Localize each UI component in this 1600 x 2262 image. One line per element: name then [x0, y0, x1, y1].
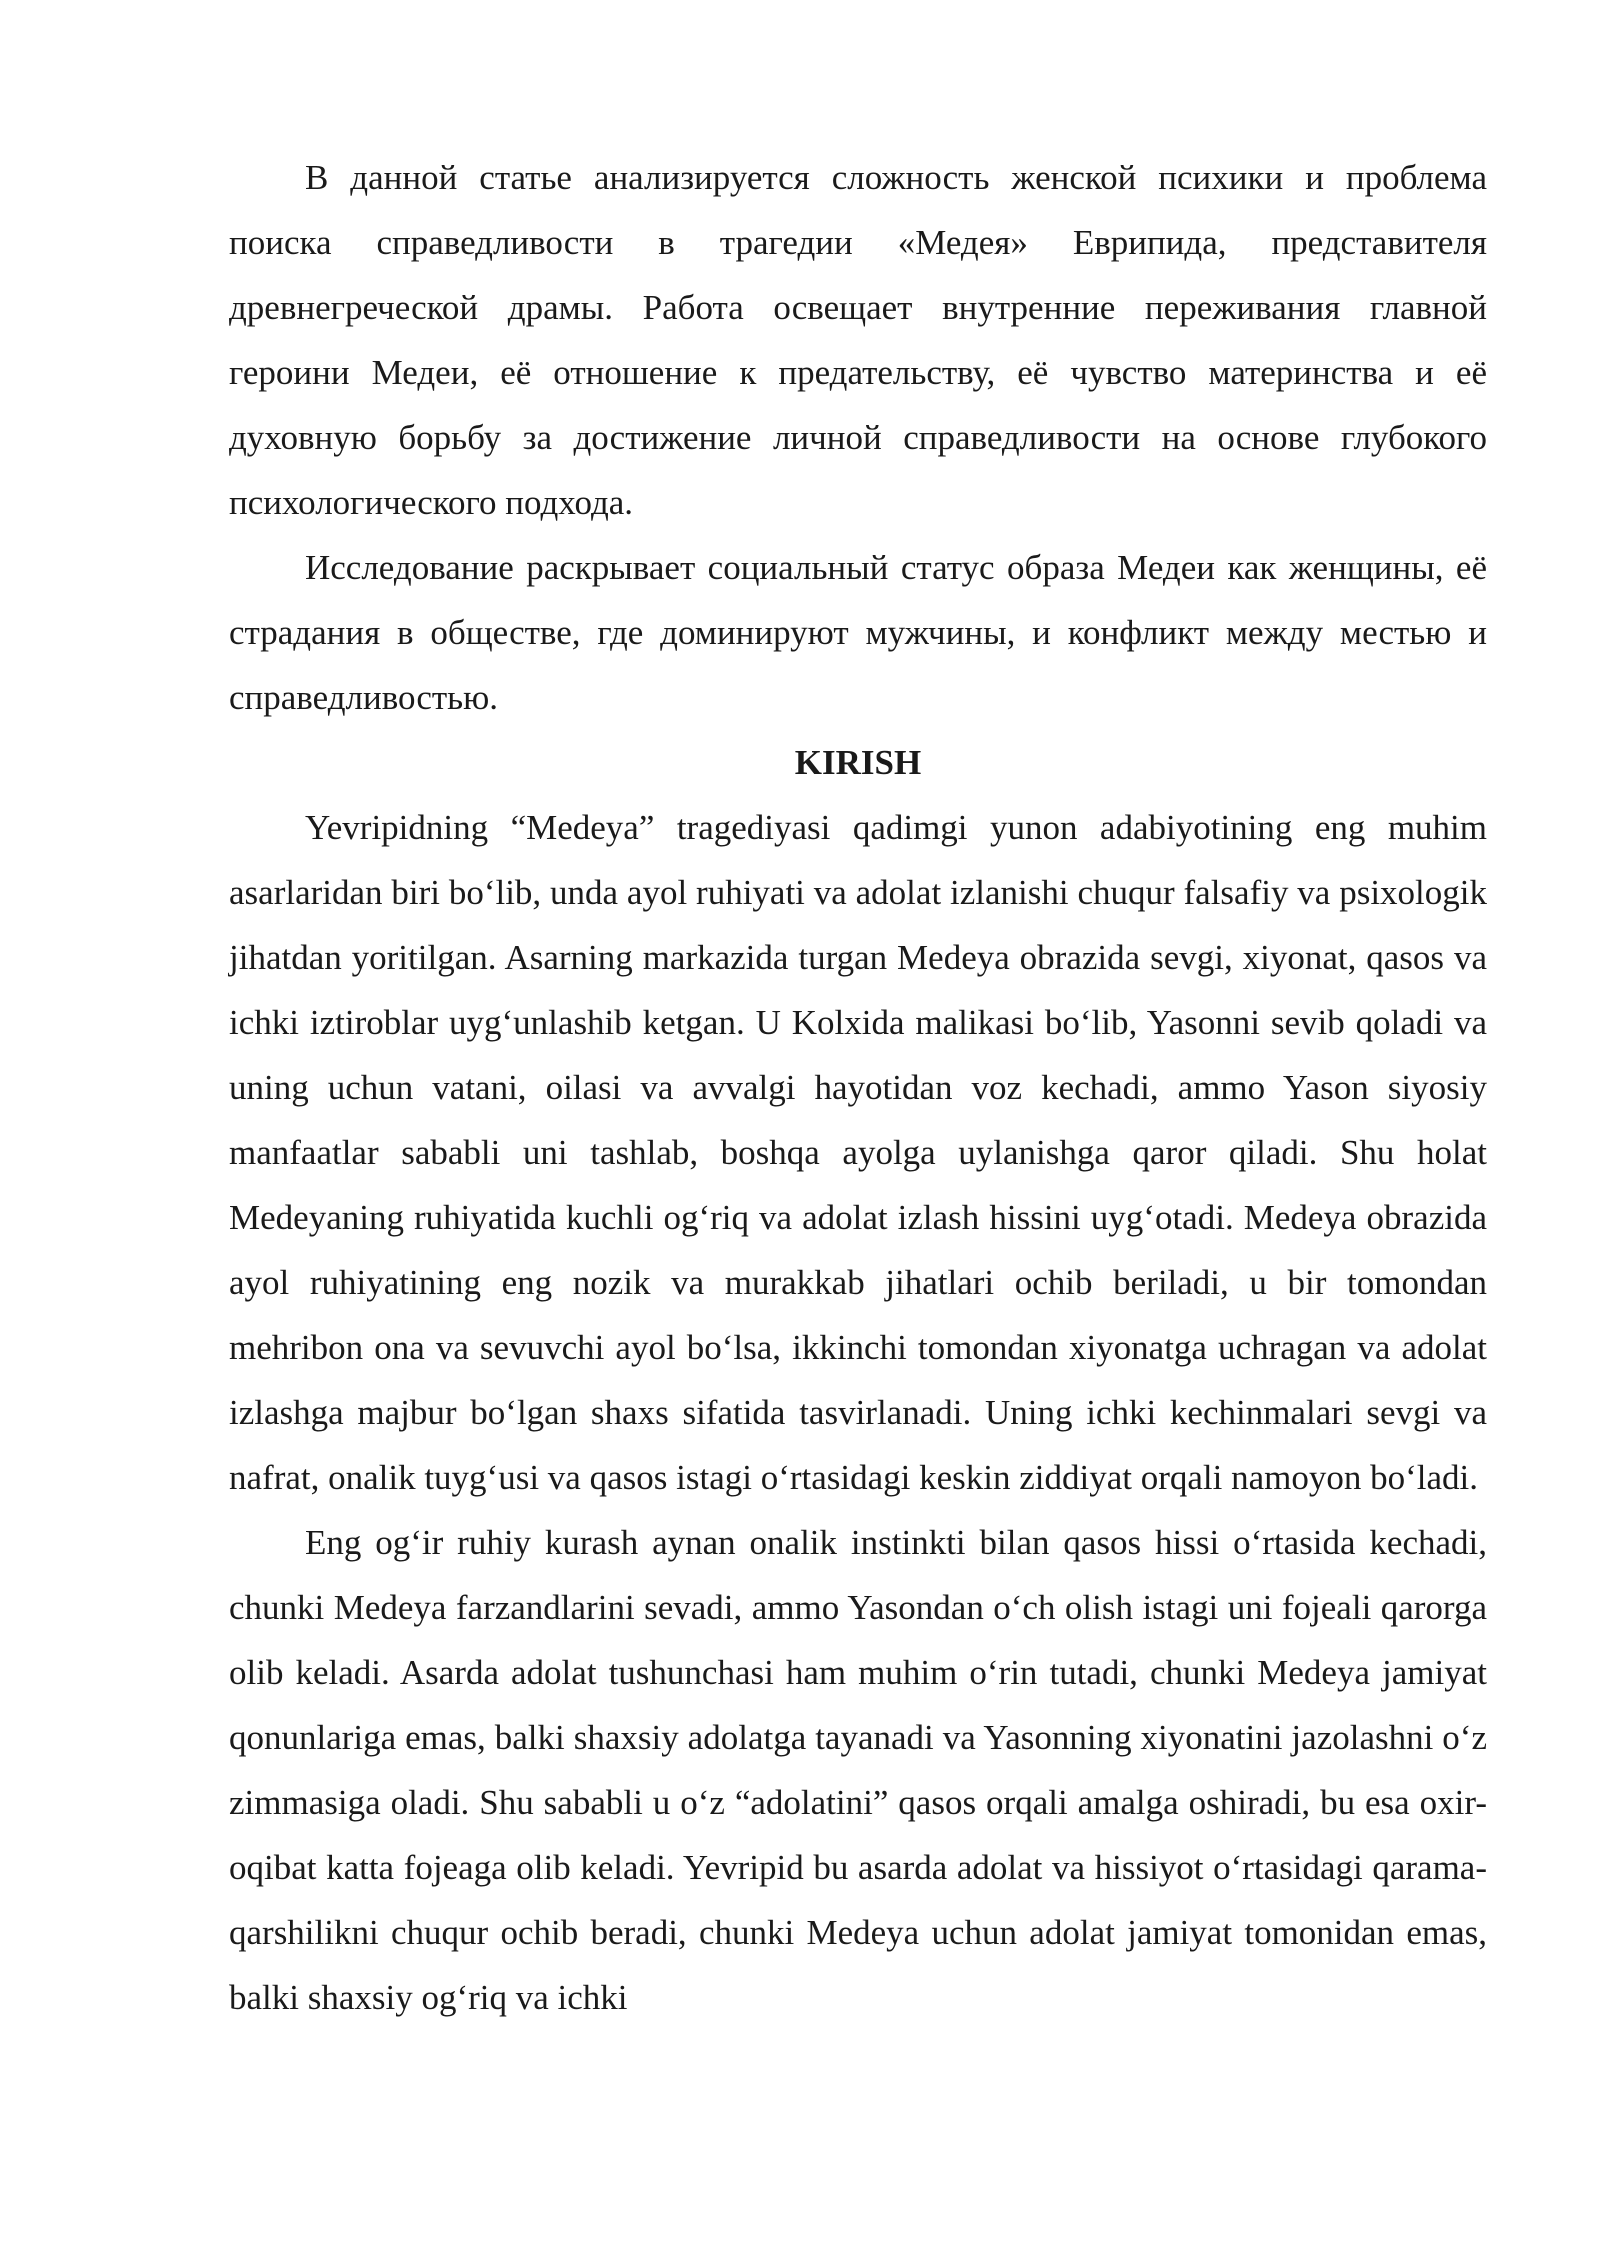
abstract-paragraph-2: Исследование раскрывает социальный статус образа Медеи как женщины, её страдания в обществе, где доминируют мужчины, и конфликт между местью и справедливостью.: [229, 548, 1487, 717]
body-paragraph-1: Yevripidning “Medeya” tragediyasi qadimgi yunon adabiyotining eng muhim asarlaridan biri bo‘lib, unda ayol ruhiyati va adolat izlanishi chuqur falsafiy va psixologik jihatdan yoritilgan. Asarning markazida turgan Medeya obrazida sevgi, xiyonat, qasos va ichki iztiroblar uyg‘unlashib ketgan. U Kolxida malikasi bo‘lib, Yasonni sevib qoladi va uning uchun vatani, oilasi va avvalgi hayotidan voz kechadi, ammo Yason siyosiy manfaatlar sababli uni tashlab, boshqa ayolga uylanishga qaror qiladi. Shu holat Medeyaning ruhiyatida kuchli og‘riq va adolat izlash hissini uyg‘otadi. Medeya obrazida ayol ruhiyatining eng nozik va murakkab jihatlari ochib beriladi, u bir tomondan mehribon ona va sevuvchi ayol bo‘lsa, ikkinchi tomondan xiyonatga uchragan va adolat izlashga majbur bo‘lgan shaxs sifatida tasvirlanadi. Uning ichki kechinmalari sevgi va nafrat, onalik tuyg‘usi va qasos istagi o‘rtasidagi keskin ziddiyat orqali namoyon bo‘ladi.: [229, 808, 1487, 1497]
abstract-paragraph-1: В данной статье анализируется сложность женской психики и проблема поиска справедливости в трагедии «Медея» Еврипида, представителя древнегреческой драмы. Работа освещает внутренние переживания главной героини Медеи, её отношение к предательству, её чувство материнства и её духовную борьбу за достижение личной справедливости на основе глубокого психологического подхода.: [229, 158, 1487, 522]
document-page: [229, 145, 1487, 2030]
section-heading: KIRISH: [794, 743, 922, 782]
body-paragraph-2: Eng og‘ir ruhiy kurash aynan onalik instinkti bilan qasos hissi o‘rtasida kechadi, chunki Medeya farzandlarini sevadi, ammo Yasondan o‘ch olish istagi uni fojeali qarorga olib keladi. Asarda adolat tushunchasi ham muhim o‘rin tutadi, chunki Medeya jamiyat qonunlariga emas, balki shaxsiy adolatga tayanadi va Yasonning xiyonatini jazolashni o‘z zimmasiga oladi. Shu sababli u o‘z “adolatini” qasos orqali amalga oshiradi, bu esa oxir-oqibat katta fojeaga olib keladi. Yevripid bu asarda adolat va hissiyot o‘rtasidagi qarama-qarshilikni chuqur ochib beradi, chunki Medeya uchun adolat jamiyat tomonidan emas, balki shaxsiy og‘riq va ichki: [229, 1523, 1487, 2017]
